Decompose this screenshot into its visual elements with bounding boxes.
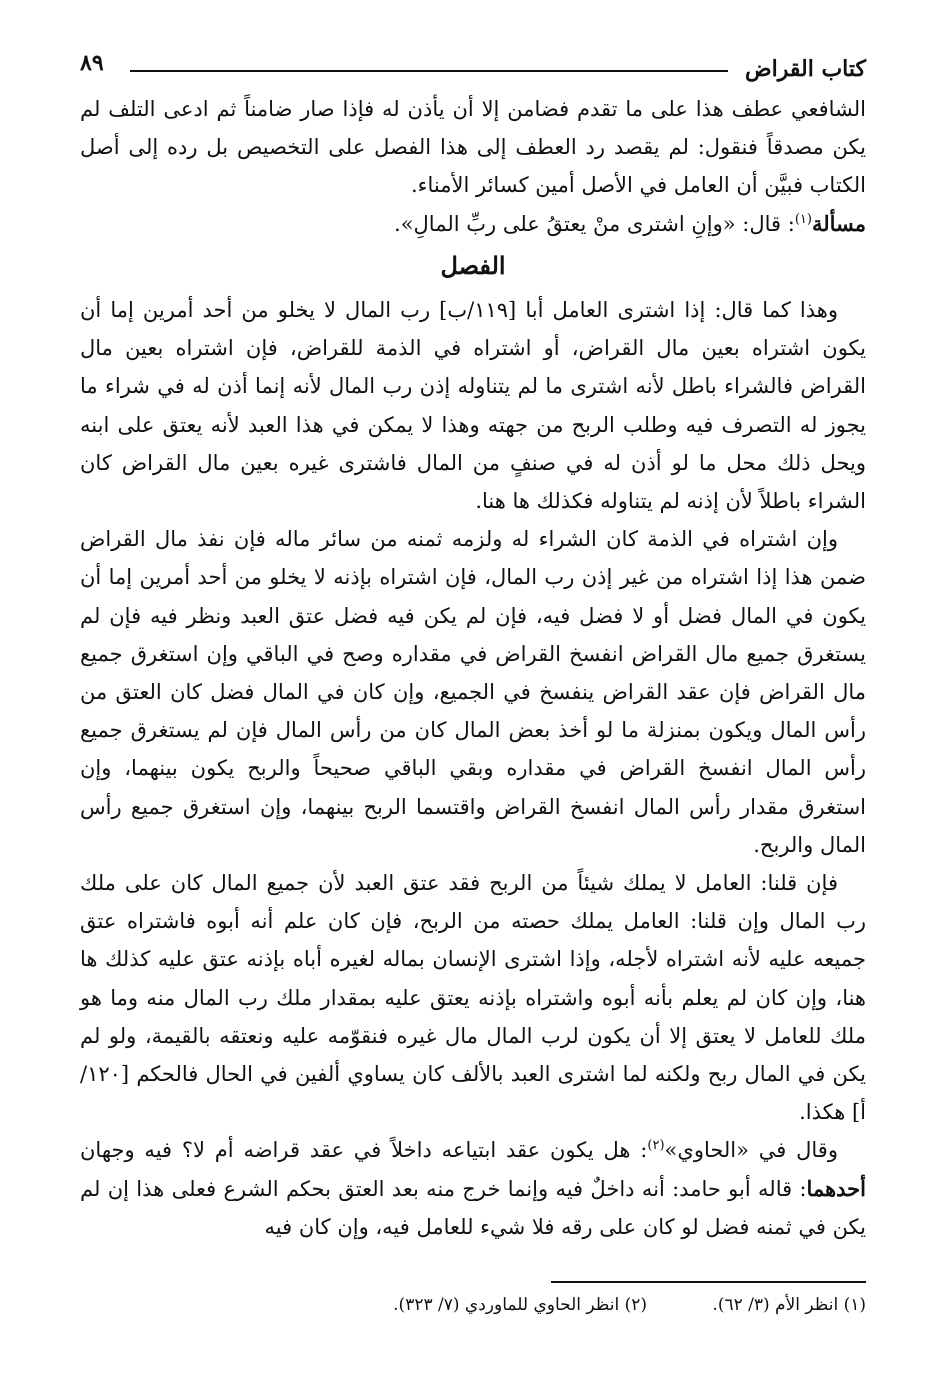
- issue-label: مسألة: [811, 210, 866, 236]
- paragraph-2: وهذا كما قال: إذا اشترى العامل أبا [١١٩/ب] رب المال لا يخلو من أحد أمرين إما أن يكون اشتراه بعين مال القراض، أو اشتراه في الذمة للقراض، فإن اشتراه بعين مال القراض فالشراء باطل لأنه اشترى ما لم يتناوله إذن رب المال لأنه إنما أذن له في شراء ما يجوز له التصرف فيه وطلب الربح من جهته وهذا لا يمكن في هذا العبد لأنه يعتق على ابنه ويحل ذلك محل ما لو أذن له في صنفٍ من المال فاشترى غيره بعين مال القراض كان الشراء باطلاً لأن إذنه لم يتناوله فكذلك ها هنا.: [80, 298, 866, 514]
- paragraph-5-bold: أحدهما: [806, 1175, 866, 1201]
- page-body: [80, 90, 866, 1246]
- footnote-rule: [551, 1281, 866, 1283]
- footnote-2: (٢) انظر الحاوي للماوردي (٧/ ٣٢٣).: [393, 1295, 648, 1315]
- issue-text: : قال: «وإنِ اشترى منْ يعتقُ على ربِّ المالِ».: [394, 211, 795, 236]
- paragraph-5-mid: : هل يكون عقد ابتياعه داخلاً في عقد قراضه أم لا؟ فيه وجهان: [80, 1138, 648, 1163]
- footnote-ref-1: (١): [794, 211, 812, 227]
- footnote-ref-2: (٢): [647, 1138, 665, 1154]
- page-number: ٨٩: [80, 50, 104, 76]
- paragraph-5-start: وقال في «الحاوي»: [664, 1138, 838, 1163]
- footnote-1: (١) انظر الأم (٣/ ٦٢).: [712, 1295, 866, 1315]
- chapter-title: كتاب القراض: [745, 56, 866, 82]
- footnotes: [80, 1292, 866, 1318]
- paragraph-5-end: : قاله أبو حامد: أنه داخلٌ فيه وإنما خرج منه بعد العتق بحكم الشرع فعلى هذا إن لم يكن في ثمنه فضل لو كان على رقه فلا شيء للعامل فيه، وإن كان فيه: [80, 1176, 866, 1239]
- paragraph-4: فإن قلنا: العامل لا يملك شيئاً من الربح فقد عتق العبد لأن جميع المال كان على ملك رب المال وإن قلنا: العامل يملك حصته من الربح، فإن كان علم أنه أبوه فاشتراه عتق جميعه عليه لأنه اشتراه لأجله، وإذا اشترى الإنسان بماله لغيره أباه بإذنه عتق عليه كذلك ها هنا، وإن كان لم يعلم بأنه أبوه واشتراه بإذنه يعتق عليه بمقدار ملك رب المال منه وما هو ملك للعامل لا يعتق إلا أن يكون لرب المال مال غيره فنقوّمه عليه ونعتقه بالقيمة، ولو لم يكن في المال ربح ولكنه لما اشترى العبد بالألف كان يساوي ألفين في الحال فالحكم [١٢٠/أ] هكذا.: [80, 871, 866, 1125]
- issue-line: [80, 205, 866, 243]
- paragraph-5: [80, 1131, 866, 1246]
- section-heading: الفصل: [440, 250, 506, 280]
- header-rule: [130, 70, 728, 72]
- paragraph-3: وإن اشتراه في الذمة كان الشراء له ولزمه ثمنه من سائر ماله فإن نفذ مال القراض ضمن هذا إذا اشتراه من غير إذن رب المال، فإن اشتراه بإذنه لا يخلو من أحد أمرين إما أن يكون في المال فضل أو لا فضل فيه، فإن لم يكن فيه فضل عتق العبد ونظر فيه فإن لم يستغرق جميع مال القراض انفسخ القراض في مقداره وصح في الباقي وإن استغرق جميع مال القراض فإن عقد القراض ينفسخ في الجميع، وإن كان في المال فضل كان العتق من رأس المال ويكون بمنزلة ما لو أخذ بعض المال كان من رأس المال فإن لم يستغرق جميع رأس المال انفسخ القراض في مقداره وبقي الباقي صحيحاً والربح يكون بينهما، وإن استغرق مقدار رأس المال انفسخ القراض واقتسما الربح بينهما، وإن استغرق جميع رأس المال والربح.: [80, 527, 866, 857]
- paragraph-1: الشافعي عطف هذا على ما تقدم فضامن إلا أن يأذن له فإذا صار ضامناً ثم ادعى التلف لم يكن مصدقاً فنقول: لم يقصد رد العطف إلى هذا الفصل على التخصيص بل رده إلى أصل الكتاب فبيَّن أن العامل في الأصل أمين كسائر الأمناء.: [80, 97, 866, 198]
- running-header: [80, 44, 866, 94]
